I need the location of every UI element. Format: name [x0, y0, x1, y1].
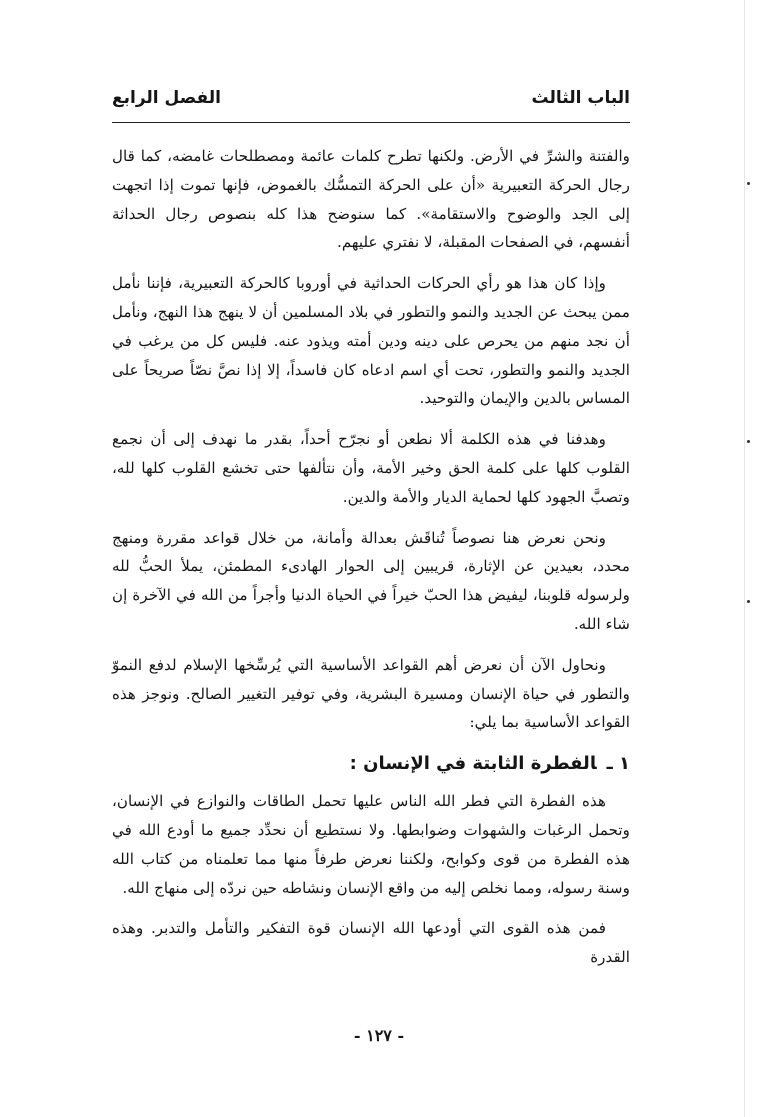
paragraph-3: وهدفنا في هذه الكلمة ألا نطعن أو نجرّح أحداً، بقدر ما نهدف إلى أن نجمع القلوب كلها على كلمة الحق وخير الأمة، وأن نتألفها حتى تخشع القلوب كلها لله، وتصبَّ الجهود كلها لحماية الديار والأمة والدين.: [112, 430, 630, 506]
margin-mark: [747, 600, 750, 603]
section-paragraph-1: هذه الفطرة التي فطر الله الناس عليها تحمل الطاقات والنوازع في الإنسان، وتحمل الرغبات والشهوات وضوابطها. ولا نستطيع أن نحدِّد جميع ما أودع الله في هذه الفطرة من قوى وكوابح، ولكننا نعرض طرفاً منها مما تعلمناه من كتاب الله وسنة رسوله، ومما نخلص إليه من واقع الإنسان ونشاطه حين نردّه إلى منهاج الله.: [112, 792, 630, 897]
page-edge-line: [744, 0, 745, 1117]
margin-mark: [747, 440, 750, 443]
chapter-title: الباب الثالث: [531, 88, 630, 108]
section-heading-title: الفطرة الثابتة في الإنسان :: [349, 753, 597, 775]
running-header: [112, 88, 630, 114]
section-heading: [112, 749, 630, 779]
body-text: [112, 142, 630, 984]
margin-mark: [747, 182, 750, 185]
paragraph-5: ونحاول الآن أن نعرض أهم القواعد الأساسية التي يُرسِّخها الإسلام لدفع النموّ والتطور في حياة الإنسان ومسيرة البشرية، وفي توفير التغيير الصالح. ونوجز هذه القواعد الأساسية بما يلي:: [112, 655, 630, 732]
page-number: - ١٢٧ -: [353, 1026, 405, 1045]
paragraph-4: ونحن نعرض هنا نصوصاً تُناقَش بعدالة وأمانة، من خلال قواعد مقررة ومنهج محدد، بعيدين عن الإثارة، قريبين إلى الحوار الهادىء المطمئن، يملأ الحبُّ لله ولرسوله قلوبنا، ليفيض هذا الحبّ خيراً في الحياة الدنيا وأجراً من الله في الآخرة إن شاء الله.: [112, 528, 630, 633]
section-paragraph-2: فمن هذه القوى التي أودعها الله الإنسان قوة التفكير والتأمل والتدبر. وهذه القدرة: [112, 919, 630, 967]
section-number: ١ ـ: [606, 753, 630, 775]
paragraph-2: وإذا كان هذا هو رأي الحركات الحداثية في أوروبا كالحركة التعبيرية، فإننا نأمل ممن يبحث عن الجديد والنمو والتطور في بلاد المسلمين أن لا ينهج هذا النهج، ونأمل أن نجد منهم من يحرص على دينه ودين أمته ويذود عنه. فليس كل من يرغب في الجديد والنمو والتطور، تحت أي اسم ادعاه كان فاسداً، إلا إذا نصَّ نصّاً صريحاً على المساس بالدين والإيمان والتوحيد.: [112, 274, 630, 408]
section-title: الفصل الرابع: [112, 88, 221, 108]
header-rule: [112, 122, 630, 123]
paragraph-1: والفتنة والشرِّ في الأرض. ولكنها تطرح كلمات عائمة ومصطلحات غامضه، كما قال رجال الحركة التعبيرية «أن على الحركة التمسُّك بالغموض، فإنها تموت إذا اتجهت إلى الجد والوضوح والاستقامة». كما سنوضح هذا كله بنصوص رجال الحداثة أنفسهم، في الصفحات المقبلة، لا نفتري عليهم.: [112, 147, 630, 252]
